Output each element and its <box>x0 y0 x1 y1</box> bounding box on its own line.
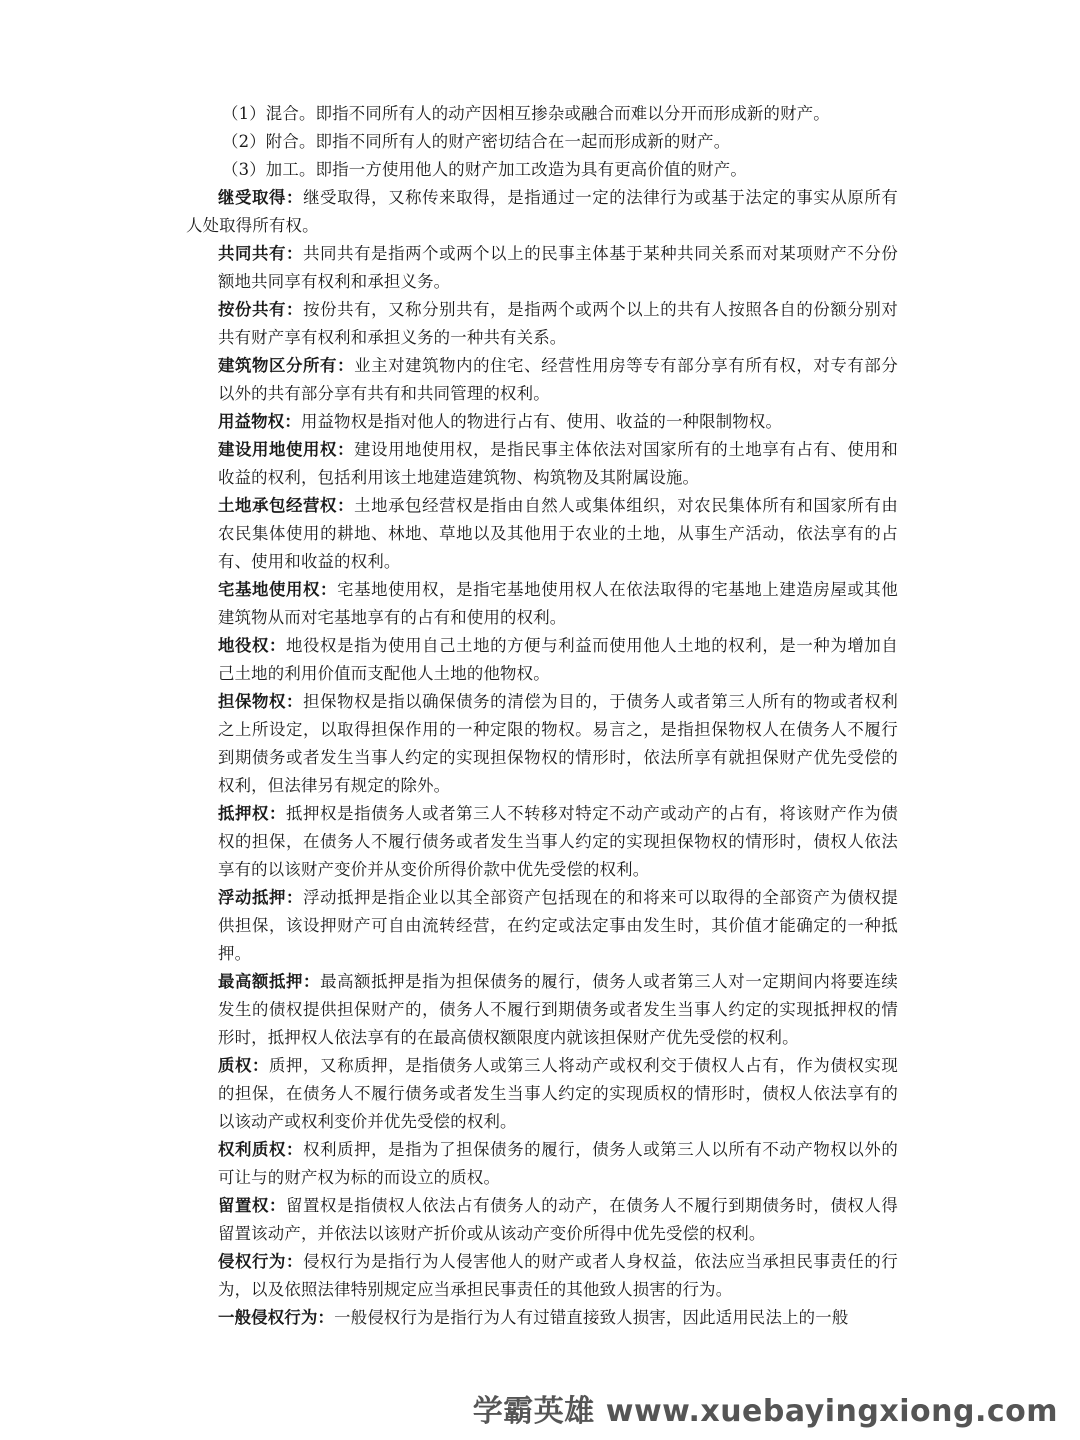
entry-maximum-mortgage <box>186 968 898 1052</box>
entry-building-ownership <box>186 352 898 408</box>
definition: 建设用地使用权，是指民事主体依法对国家所有的土地享有占有、使用和收益的权利，包括利用该土地建造建筑物、构筑物及其附属设施。 <box>218 440 898 487</box>
entry-pledge <box>186 1052 898 1136</box>
entry-share-ownership <box>186 296 898 352</box>
term: 土地承包经营权： <box>218 496 355 515</box>
definition: 业主对建筑物内的住宅、经营性用房等专有部分享有所有权，对专有部分以外的共有部分享有共有和共同管理的权利。 <box>218 356 898 403</box>
entry-security-interest <box>186 688 898 800</box>
intro-paragraph <box>186 184 898 240</box>
definition: 留置权是指债权人依法占有债务人的动产，在债务人不履行到期债务时，债权人得留置该动产，并依法以该财产折价或从该动产变价所得中优先受偿的权利。 <box>218 1196 898 1243</box>
term: 用益物权： <box>218 412 301 431</box>
term: 浮动抵押： <box>218 888 304 907</box>
term: 留置权： <box>218 1196 287 1215</box>
definition: 一般侵权行为是指行为人有过错直接致人损害，因此适用民法上的一般 <box>334 1308 849 1327</box>
definition: 质押，又称质押，是指债务人或第三人将动产或权利交于债权人占有，作为债权实现的担保，在债务人不履行债务或者发生当事人约定的实现质权的情形时，债权人依法享有的以该动产或权利变价并优先受偿的权利。 <box>218 1056 898 1131</box>
entry-land-contract <box>186 492 898 576</box>
document-page <box>186 100 898 1332</box>
definition: 土地承包经营权是指由自然人或集体组织，对农民集体所有和国家所有由农民集体使用的耕地、林地、草地以及其他用于农业的土地，从事生产活动，依法享有的占有、使用和收益的权利。 <box>218 496 898 571</box>
definition: 抵押权是指债务人或者第三人不转移对特定不动产或动产的占有，将该财产作为债权的担保，在债务人不履行债务或者发生当事人约定的实现担保物权的情形时，债权人依法享有的以该财产变价并从变价所得价款中优先受偿的权利。 <box>218 804 898 879</box>
term: 权利质权： <box>218 1140 304 1159</box>
term: 质权： <box>218 1056 270 1075</box>
term: 抵押权： <box>218 804 287 823</box>
term: 最高额抵押： <box>218 972 321 991</box>
definition: 地役权是指为使用自己土地的方便与利益而使用他人土地的权利，是一种为增加自己土地的利用价值而支配他人土地的他物权。 <box>218 636 898 683</box>
term: 一般侵权行为： <box>218 1308 335 1327</box>
term: 按份共有： <box>218 300 304 319</box>
term: 担保物权： <box>218 692 304 711</box>
entry-usufruct <box>186 408 898 436</box>
site-watermark: 学霸英雄 www.xuebayingxiong.com <box>472 1394 1058 1429</box>
list-item-processing: （3）加工。即指一方使用他人的财产加工改造为具有更高价值的财产。 <box>222 160 747 179</box>
definition: 浮动抵押是指企业以其全部资产包括现在的和将来可以取得的全部资产为债权提供担保，该设押财产可自由流转经营，在约定或法定事由发生时，其价值才能确定的一种抵押。 <box>218 888 899 963</box>
definition: 侵权行为是指行为人侵害他人的财产或者人身权益，依法应当承担民事责任的行为，以及依照法律特别规定应当承担民事责任的其他致人损害的行为。 <box>218 1252 899 1299</box>
definition: 担保物权是指以确保债务的清偿为目的，于债务人或者第三人所有的物或者权利之上所设定，以取得担保作用的一种定限的物权。易言之，是指担保物权人在债务人不履行到期债务或者发生当事人约定的实现担保物权的情形时，依法所享有就担保财产优先受偿的权利，但法律另有规定的除外。 <box>218 692 899 795</box>
term: 共同共有： <box>218 244 304 263</box>
definition: 继受取得，又称传来取得，是指通过一定的法律行为或基于法定的事实从原所有人处取得所有权。 <box>186 188 899 235</box>
definition: 宅基地使用权，是指宅基地使用权人在依法取得的宅基地上建造房屋或其他建筑物从而对宅基地享有的占有和使用的权利。 <box>218 580 898 627</box>
list-item-mixing: （1）混合。即指不同所有人的动产因相互掺杂或融合而难以分开而形成新的财产。 <box>222 104 830 123</box>
entry-floating-charge <box>186 884 898 968</box>
entry-rights-pledge <box>186 1136 898 1192</box>
definition: 共同共有是指两个或两个以上的民事主体基于某种共同关系而对某项财产不分份额地共同享有权利和承担义务。 <box>218 244 899 291</box>
definition: 按份共有，又称分别共有，是指两个或两个以上的共有人按照各自的份额分别对共有财产享有权利和承担义务的一种共有关系。 <box>218 300 899 347</box>
entry-mortgage <box>186 800 898 884</box>
term: 建设用地使用权： <box>218 440 355 459</box>
entry-general-tort <box>186 1304 898 1332</box>
entry-construction-land-use <box>186 436 898 492</box>
term: 建筑物区分所有： <box>218 356 355 375</box>
term: 地役权： <box>218 636 287 655</box>
entry-joint-ownership <box>186 240 898 296</box>
list-item-attachment: （2）附合。即指不同所有人的财产密切结合在一起而形成新的财产。 <box>222 132 731 151</box>
term: 宅基地使用权： <box>218 580 338 599</box>
entry-lien <box>186 1192 898 1248</box>
entry-easement <box>186 632 898 688</box>
definition: 权利质押，是指为了担保债务的履行，债务人或第三人以所有不动产物权以外的可让与的财产权为标的而设立的质权。 <box>218 1140 899 1187</box>
term: 侵权行为： <box>218 1252 304 1271</box>
definition: 最高额抵押是指为担保债务的履行，债务人或者第三人对一定期间内将要连续发生的债权提供担保财产的，债务人不履行到期债务或者发生当事人约定的实现抵押权的情形时，抵押权人依法享有的在最高债权额限度内就该担保财产优先受偿的权利。 <box>218 972 898 1047</box>
definition: 用益物权是指对他人的物进行占有、使用、收益的一种限制物权。 <box>300 412 783 431</box>
entry-tort <box>186 1248 898 1304</box>
term: 继受取得： <box>218 188 304 207</box>
entry-homestead <box>186 576 898 632</box>
